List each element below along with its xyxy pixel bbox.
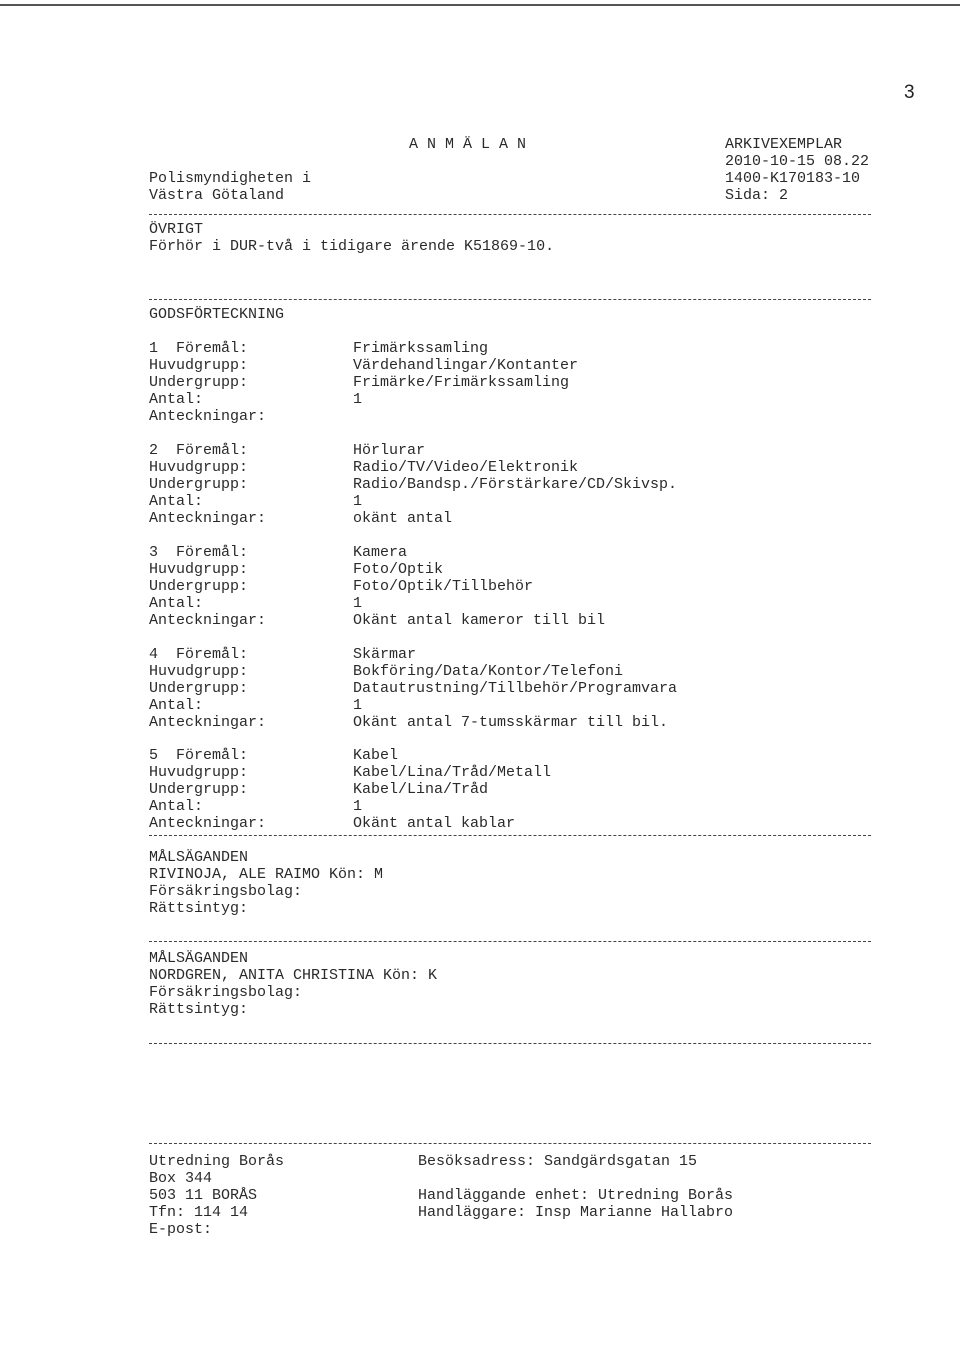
huvudgrupp-label: Huvudgrupp: bbox=[149, 663, 249, 680]
footer-email: E-post: bbox=[149, 1221, 213, 1238]
scan-edge bbox=[0, 0, 960, 8]
undergrupp-label: Undergrupp: bbox=[149, 578, 249, 595]
undergrupp-label: Undergrupp: bbox=[149, 781, 249, 798]
archive-label: ARKIVEXEMPLAR bbox=[725, 136, 843, 153]
antal-label: Antal: bbox=[149, 798, 204, 815]
foremal-value: Kabel bbox=[353, 747, 399, 764]
undergrupp-value: Kabel/Lina/Tråd bbox=[353, 781, 489, 798]
footer-phone: Tfn: 114 14 bbox=[149, 1204, 249, 1221]
rattsintyg-label: Rättsintyg: bbox=[149, 900, 249, 917]
huvudgrupp-value: Värdehandlingar/Kontanter bbox=[353, 357, 579, 374]
malsagande-heading: MÅLSÄGANDEN bbox=[149, 950, 249, 967]
anteckningar-value: Okänt antal kameror till bil bbox=[353, 612, 606, 629]
undergrupp-label: Undergrupp: bbox=[149, 374, 249, 391]
case-number: 1400-K170183-10 bbox=[725, 170, 861, 187]
antal-label: Antal: bbox=[149, 493, 204, 510]
separator bbox=[149, 941, 871, 942]
separator bbox=[149, 1143, 871, 1144]
huvudgrupp-value: Foto/Optik bbox=[353, 561, 444, 578]
foremal-value: Frimärkssamling bbox=[353, 340, 489, 357]
antal-label: Antal: bbox=[149, 391, 204, 408]
godsforteckning-heading: GODSFÖRTECKNING bbox=[149, 306, 285, 323]
undergrupp-value: Radio/Bandsp./Förstärkare/CD/Skivsp. bbox=[353, 476, 678, 493]
antal-value: 1 bbox=[353, 493, 363, 510]
separator bbox=[149, 1043, 871, 1044]
anteckningar-value: okänt antal bbox=[353, 510, 453, 527]
anteckningar-value: Okänt antal 7-tumsskärmar till bil. bbox=[353, 714, 669, 731]
report-datetime: 2010-10-15 08.22 bbox=[725, 153, 870, 170]
undergrupp-label: Undergrupp: bbox=[149, 476, 249, 493]
page-label: Sida: 2 bbox=[725, 187, 789, 204]
antal-label: Antal: bbox=[149, 595, 204, 612]
huvudgrupp-label: Huvudgrupp: bbox=[149, 561, 249, 578]
undergrupp-value: Foto/Optik/Tillbehör bbox=[353, 578, 534, 595]
separator bbox=[149, 299, 871, 300]
antal-value: 1 bbox=[353, 391, 363, 408]
foremal-label: 5 Föremål: bbox=[149, 747, 249, 764]
forsakringsbolag-label: Försäkringsbolag: bbox=[149, 883, 303, 900]
rattsintyg-label: Rättsintyg: bbox=[149, 1001, 249, 1018]
footer-visit-address: Besöksadress: Sandgärdsgatan 15 bbox=[418, 1153, 698, 1170]
page-number: 3 bbox=[904, 82, 915, 103]
antal-value: 1 bbox=[353, 697, 363, 714]
foremal-label: 2 Föremål: bbox=[149, 442, 249, 459]
footer-box: Box 344 bbox=[149, 1170, 213, 1187]
foremal-label: 3 Föremål: bbox=[149, 544, 249, 561]
malsagande-name: NORDGREN, ANITA CHRISTINA Kön: K bbox=[149, 967, 438, 984]
footer-handling-unit: Handläggande enhet: Utredning Borås bbox=[418, 1187, 734, 1204]
foremal-label: 1 Föremål: bbox=[149, 340, 249, 357]
antal-label: Antal: bbox=[149, 697, 204, 714]
anteckningar-label: Anteckningar: bbox=[149, 408, 267, 425]
agency-line-1: Polismyndigheten i bbox=[149, 170, 312, 187]
separator bbox=[149, 835, 871, 836]
malsagande-heading: MÅLSÄGANDEN bbox=[149, 849, 249, 866]
anteckningar-label: Anteckningar: bbox=[149, 714, 267, 731]
foremal-value: Hörlurar bbox=[353, 442, 426, 459]
forsakringsbolag-label: Försäkringsbolag: bbox=[149, 984, 303, 1001]
anteckningar-label: Anteckningar: bbox=[149, 510, 267, 527]
anteckningar-label: Anteckningar: bbox=[149, 815, 267, 832]
footer-postal: 503 11 BORÅS bbox=[149, 1187, 258, 1204]
separator bbox=[149, 214, 871, 215]
footer-handler: Handläggare: Insp Marianne Hallabro bbox=[418, 1204, 734, 1221]
undergrupp-value: Datautrustning/Tillbehör/Programvara bbox=[353, 680, 678, 697]
antal-value: 1 bbox=[353, 798, 363, 815]
huvudgrupp-value: Radio/TV/Video/Elektronik bbox=[353, 459, 579, 476]
undergrupp-label: Undergrupp: bbox=[149, 680, 249, 697]
malsagande-name: RIVINOJA, ALE RAIMO Kön: M bbox=[149, 866, 384, 883]
ovrigt-text: Förhör i DUR-två i tidigare ärende K51869-10. bbox=[149, 238, 555, 255]
ovrigt-heading: ÖVRIGT bbox=[149, 221, 204, 238]
document-title: A N M Ä L A N bbox=[409, 136, 527, 153]
foremal-value: Skärmar bbox=[353, 646, 417, 663]
huvudgrupp-value: Bokföring/Data/Kontor/Telefoni bbox=[353, 663, 624, 680]
anteckningar-label: Anteckningar: bbox=[149, 612, 267, 629]
foremal-label: 4 Föremål: bbox=[149, 646, 249, 663]
huvudgrupp-label: Huvudgrupp: bbox=[149, 764, 249, 781]
huvudgrupp-label: Huvudgrupp: bbox=[149, 357, 249, 374]
undergrupp-value: Frimärke/Frimärkssamling bbox=[353, 374, 570, 391]
agency-line-2: Västra Götaland bbox=[149, 187, 285, 204]
huvudgrupp-label: Huvudgrupp: bbox=[149, 459, 249, 476]
footer-unit: Utredning Borås bbox=[149, 1153, 285, 1170]
antal-value: 1 bbox=[353, 595, 363, 612]
huvudgrupp-value: Kabel/Lina/Tråd/Metall bbox=[353, 764, 552, 781]
foremal-value: Kamera bbox=[353, 544, 408, 561]
anteckningar-value: Okänt antal kablar bbox=[353, 815, 516, 832]
